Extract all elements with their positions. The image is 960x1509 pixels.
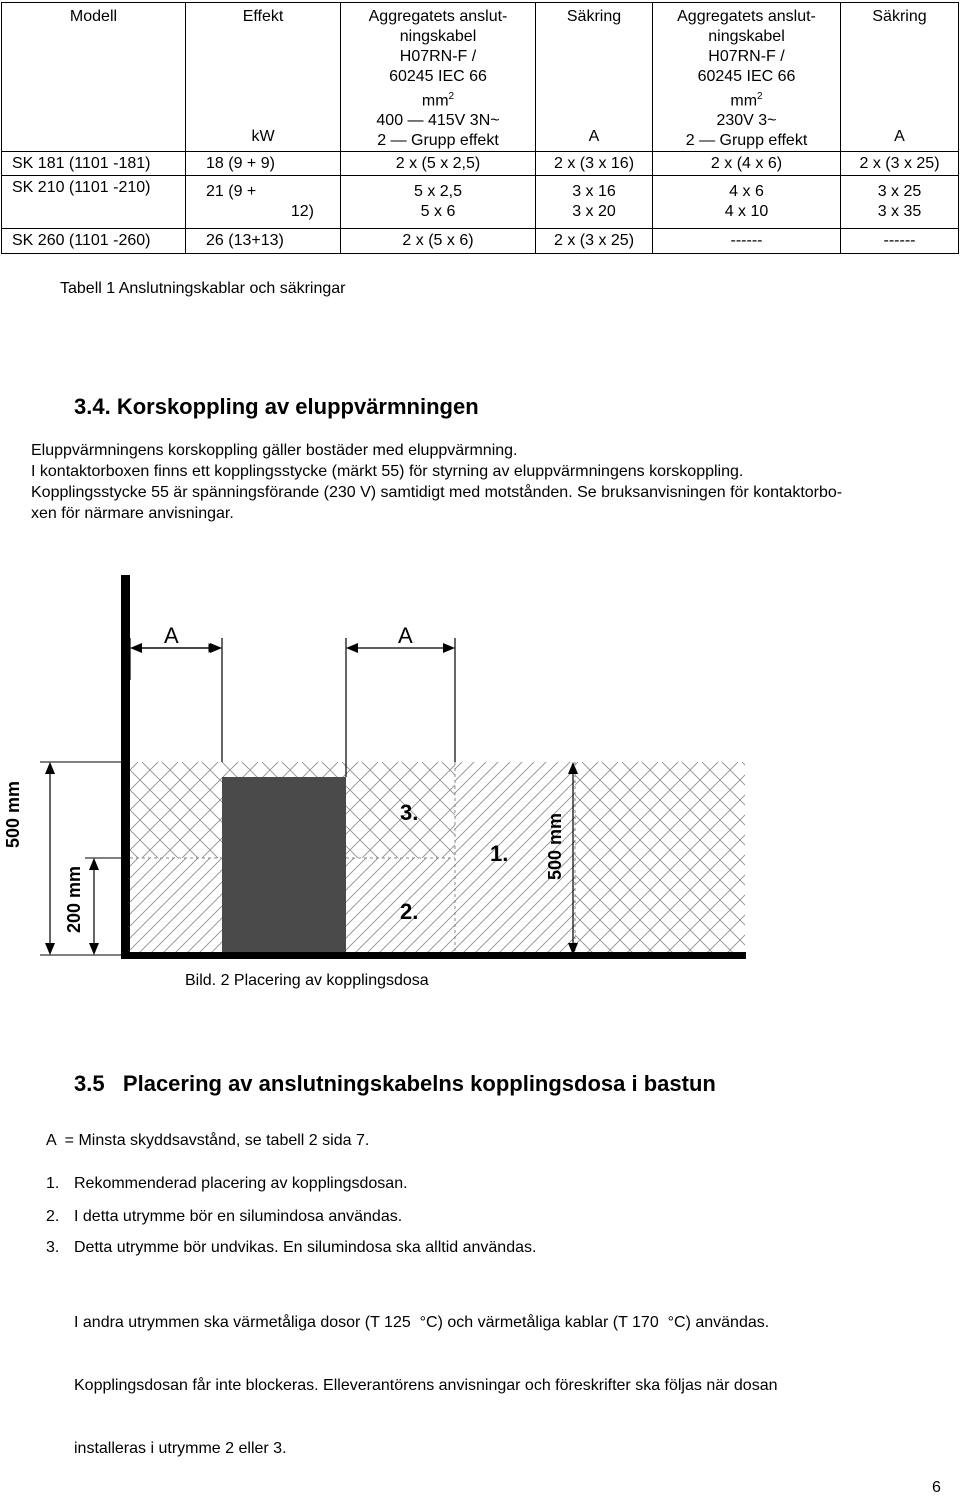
width-500mm-label: 500 mm — [545, 812, 565, 880]
distance-a-definition: A = Minsta skyddsavstånd, se tabell 2 sida 7. — [46, 1132, 370, 1149]
header-fuse-1: Säkring A — [536, 3, 653, 152]
paragraph-line: Kopplingsstycke 55 är spänningsförande (230 V) samtidigt med motstånden. Se bruksanvisningen för kontaktorbo- — [31, 484, 843, 501]
section-number: 3.4. — [74, 394, 111, 419]
cell-fuse-1: 3 x 16 3 x 20 — [536, 176, 653, 229]
sauna-heater — [222, 777, 346, 955]
header-modell: Modell — [2, 3, 186, 152]
distance-a-label-1: A — [164, 623, 179, 648]
table-row — [2, 176, 959, 229]
junction-box-placement-diagram — [0, 560, 960, 1000]
zone-1-label: 1. — [490, 841, 509, 866]
paragraph-line: installeras i utrymme 2 eller 3. — [74, 1440, 287, 1457]
cell-fuse-1: 2 x (3 x 16) — [536, 152, 653, 176]
table-header-row — [2, 3, 959, 152]
list-item: 3. Detta utrymme bör undvikas. En silumindosa ska alltid användas. — [46, 1239, 537, 1256]
section-3-5-heading: 3.5 Placering av anslutningskabelns kopplingsdosa i bastun — [74, 1071, 716, 1096]
cell-modell: SK 181 (1101 -181) — [2, 152, 186, 176]
cell-effekt: 26 (13+13) — [186, 229, 341, 254]
cell-fuse-1: 2 x (3 x 25) — [536, 229, 653, 254]
header-cable-230v: Aggregatets anslut- ningskabel H07RN-F / 60245 IEC 66 $mm^2$ 230V 3~ 2 — Grupp effekt — [653, 3, 841, 152]
cell-fuse-2: 2 x (3 x 25) — [841, 152, 959, 176]
paragraph-line: I kontaktorboxen finns ett kopplingsstycke (märkt 55) för styrning av eluppvärmningens korskoppling. — [31, 463, 744, 480]
wall — [121, 575, 130, 959]
cell-modell: SK 210 (1101 -210) — [2, 176, 186, 229]
paragraph-line: Eluppvärmningens korskoppling gäller bostäder med eluppvärmning. — [31, 442, 518, 459]
zone-3-label: 3. — [400, 800, 419, 825]
cell-fuse-2: ------ — [841, 229, 959, 254]
cell-cable-230v: 4 x 6 4 x 10 — [653, 176, 841, 229]
cell-cable-230v: ------ — [653, 229, 841, 254]
installation-note — [74, 1270, 934, 1480]
header-effekt: Effekt kW — [186, 3, 341, 152]
table-row — [2, 152, 959, 176]
list-item: 2. I detta utrymme bör en silumindosa användas. — [46, 1208, 403, 1225]
distance-a-label-2: A — [398, 623, 413, 648]
cell-cable-400v: 5 x 2,5 5 x 6 — [341, 176, 536, 229]
section-3-4-body — [31, 440, 951, 524]
cell-effekt: 21 (9 + 12) — [186, 176, 341, 229]
connection-cable-table — [1, 2, 959, 254]
header-cable-400v: Aggregatets anslut- ningskabel H07RN-F / 60245 IEC 66 $mm^2$ 400 — 415V 3N~ 2 — Grupp effekt — [341, 3, 536, 152]
paragraph-line: I andra utrymmen ska värmetåliga dosor (T 125 °C) och värmetåliga kablar (T 170 °C) användas. — [74, 1314, 770, 1331]
paragraph-line: Kopplingsdosan får inte blockeras. Elleverantörens anvisningar och föreskrifter ska följas när dosan — [74, 1377, 778, 1394]
header-fuse-2: Säkring A — [841, 3, 959, 152]
page-number: 6 — [932, 1479, 941, 1496]
cell-effekt: 18 (9 + 9) — [186, 152, 341, 176]
zone-outer-area — [575, 762, 745, 955]
cell-cable-230v: 2 x (4 x 6) — [653, 152, 841, 176]
cell-fuse-2: 3 x 25 3 x 35 — [841, 176, 959, 229]
cell-cable-400v: 2 x (5 x 6) — [341, 229, 536, 254]
list-item: 1. Rekommenderad placering av kopplingsdosan. — [46, 1175, 408, 1192]
zone-2-label: 2. — [400, 899, 419, 924]
cell-modell: SK 260 (1101 -260) — [2, 229, 186, 254]
height-500mm-label: 500 mm — [3, 780, 23, 848]
table-caption: Tabell 1 Anslutningskablar och säkringar — [60, 280, 346, 297]
table-row — [2, 229, 959, 254]
section-3-4-heading — [74, 394, 479, 420]
paragraph-line: xen för närmare anvisningar. — [31, 505, 234, 522]
height-200mm-label: 200 mm — [64, 865, 84, 933]
figure-caption: Bild. 2 Placering av kopplingsdosa — [185, 972, 429, 989]
floor — [121, 952, 746, 959]
section-title: Korskoppling av eluppvärmningen — [116, 394, 479, 419]
cell-cable-400v: 2 x (5 x 2,5) — [341, 152, 536, 176]
